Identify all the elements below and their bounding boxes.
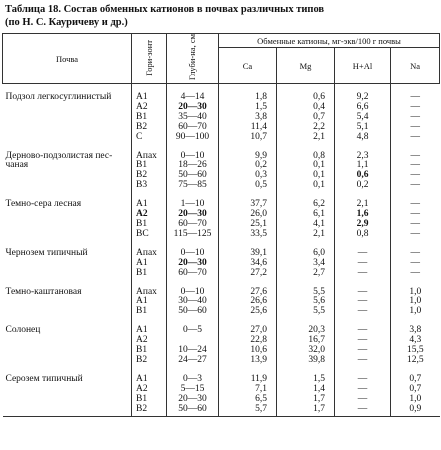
horizon-cell: B2 bbox=[132, 356, 167, 366]
hal-cell: 1,6 bbox=[335, 210, 391, 220]
ca-cell: 0,2 bbox=[219, 161, 277, 171]
depth-cell: 90—100 bbox=[167, 133, 219, 143]
na-cell: 15,5 bbox=[391, 346, 440, 356]
na-cell: 12,5 bbox=[391, 356, 440, 366]
horizon-cell: B1 bbox=[132, 220, 167, 230]
na-cell: — bbox=[391, 269, 440, 279]
hal-cell: — bbox=[335, 297, 391, 307]
na-cell: 3,8 bbox=[391, 317, 440, 336]
depth-cell: 18—26 bbox=[167, 161, 219, 171]
soil-name-cell: Дерново-подзолистая пес- bbox=[5, 150, 113, 161]
soil-name-cell: Подзол легкосуглинистый bbox=[5, 92, 112, 102]
ca-cell: 27,6 bbox=[219, 279, 277, 298]
na-cell: — bbox=[391, 230, 440, 240]
soil-name-cell bbox=[3, 133, 132, 143]
hal-cell: — bbox=[335, 336, 391, 346]
ca-cell: 9,9 bbox=[219, 143, 277, 162]
hal-cell: 2,3 bbox=[335, 143, 391, 162]
horizon-cell: A1 bbox=[132, 297, 167, 307]
ca-cell: 6,5 bbox=[219, 395, 277, 405]
mg-cell: 6,2 bbox=[277, 191, 335, 210]
table-row bbox=[3, 385, 440, 395]
na-cell: 0,7 bbox=[391, 385, 440, 395]
caption-title: Таблица 18. Состав обменных катионов в почвах различных типов bbox=[5, 4, 325, 15]
depth-cell: 20—30 bbox=[167, 259, 219, 269]
mg-cell: 0,4 bbox=[277, 103, 335, 113]
soil-name-cell bbox=[3, 269, 132, 279]
table-row bbox=[3, 161, 440, 171]
ca-cell: 13,9 bbox=[219, 356, 277, 366]
hal-cell: 0,8 bbox=[335, 230, 391, 240]
soil-name-cell bbox=[3, 181, 132, 191]
ca-cell: 0,3 bbox=[219, 171, 277, 181]
mg-cell: 1,7 bbox=[277, 405, 335, 417]
col-header-depth-text: Глуби-на, см bbox=[187, 34, 197, 81]
depth-cell: 60—70 bbox=[167, 220, 219, 230]
horizon-cell: B1 bbox=[132, 307, 167, 317]
depth-cell: 50—60 bbox=[167, 405, 219, 417]
hal-cell: — bbox=[335, 317, 391, 336]
horizon-cell: B1 bbox=[132, 395, 167, 405]
depth-cell: 0—10 bbox=[167, 143, 219, 162]
depth-cell: 4—14 bbox=[167, 84, 219, 103]
hal-cell: 5,4 bbox=[335, 113, 391, 123]
horizon-cell: A1 bbox=[132, 317, 167, 336]
mg-cell: 0,1 bbox=[277, 181, 335, 191]
hal-cell: — bbox=[335, 405, 391, 417]
hal-cell: 4,8 bbox=[335, 133, 391, 143]
table-row bbox=[3, 279, 440, 298]
soil-name-cell: Солонец bbox=[5, 325, 41, 336]
horizon-cell: A2 bbox=[132, 336, 167, 346]
col-header-ca: Ca bbox=[219, 48, 277, 84]
na-cell: 1,0 bbox=[391, 307, 440, 317]
hal-cell: 1,1 bbox=[335, 161, 391, 171]
soil-name-cell bbox=[3, 356, 132, 366]
table-row bbox=[3, 297, 440, 307]
mg-cell: 6,1 bbox=[277, 210, 335, 220]
depth-cell: 10—24 bbox=[167, 346, 219, 356]
table-row bbox=[3, 230, 440, 240]
na-cell: — bbox=[391, 181, 440, 191]
na-cell: — bbox=[391, 220, 440, 230]
cations-table bbox=[2, 33, 440, 417]
ca-cell: 7,1 bbox=[219, 385, 277, 395]
table-row bbox=[3, 123, 440, 133]
ca-cell: 27,2 bbox=[219, 269, 277, 279]
soil-name-cell bbox=[3, 210, 132, 220]
mg-cell: 1,7 bbox=[277, 395, 335, 405]
na-cell: — bbox=[391, 123, 440, 133]
horizon-cell: Aпах bbox=[132, 279, 167, 298]
hal-cell: — bbox=[335, 279, 391, 298]
mg-cell: 4,1 bbox=[277, 220, 335, 230]
table-row bbox=[3, 220, 440, 230]
hal-cell: — bbox=[335, 356, 391, 366]
ca-cell: 25,6 bbox=[219, 307, 277, 317]
mg-cell: 5,5 bbox=[277, 279, 335, 298]
ca-cell: 27,0 bbox=[219, 317, 277, 336]
soil-name-cell: чаная bbox=[5, 160, 29, 171]
na-cell: 1,0 bbox=[391, 297, 440, 307]
mg-cell: 2,1 bbox=[277, 230, 335, 240]
hal-cell: 0,6 bbox=[335, 171, 391, 181]
na-cell: — bbox=[391, 191, 440, 210]
mg-cell: 2,2 bbox=[277, 123, 335, 133]
soil-name-cell bbox=[3, 405, 132, 417]
caption-source: (по Н. С. Кауричеву и др.) bbox=[5, 17, 128, 28]
na-cell: 1,0 bbox=[391, 279, 440, 298]
mg-cell: 0,8 bbox=[277, 143, 335, 162]
ca-cell: 37,7 bbox=[219, 191, 277, 210]
depth-cell: 35—40 bbox=[167, 113, 219, 123]
na-cell: — bbox=[391, 259, 440, 269]
depth-cell: 60—70 bbox=[167, 269, 219, 279]
table-row bbox=[3, 336, 440, 346]
horizon-cell: B1 bbox=[132, 113, 167, 123]
ca-cell: 10,7 bbox=[219, 133, 277, 143]
col-header-horizon-text: Гори-зонт bbox=[143, 39, 154, 76]
depth-cell: 115—125 bbox=[167, 230, 219, 240]
horizon-cell: B2 bbox=[132, 123, 167, 133]
soil-name-cell bbox=[3, 346, 132, 356]
soil-name-cell bbox=[3, 230, 132, 240]
table-row bbox=[3, 84, 440, 103]
horizon-cell: A2 bbox=[132, 210, 167, 220]
table-row bbox=[3, 405, 440, 417]
hal-cell: — bbox=[335, 259, 391, 269]
table-row bbox=[3, 317, 440, 336]
soil-name-cell bbox=[3, 259, 132, 269]
mg-cell: 39,8 bbox=[277, 356, 335, 366]
hal-cell: — bbox=[335, 346, 391, 356]
horizon-cell: Aпах bbox=[132, 143, 167, 162]
horizon-cell: A2 bbox=[132, 103, 167, 113]
table-row bbox=[3, 191, 440, 210]
ca-cell: 22,8 bbox=[219, 336, 277, 346]
col-header-depth bbox=[167, 34, 219, 84]
depth-cell: 0—10 bbox=[167, 240, 219, 259]
na-cell: 0,7 bbox=[391, 366, 440, 385]
hal-cell: 5,1 bbox=[335, 123, 391, 133]
horizon-cell: B1 bbox=[132, 161, 167, 171]
na-cell: — bbox=[391, 103, 440, 113]
mg-cell: 20,3 bbox=[277, 317, 335, 336]
horizon-cell: Aпах bbox=[132, 240, 167, 259]
horizon-cell: B3 bbox=[132, 181, 167, 191]
depth-cell: 0—3 bbox=[167, 366, 219, 385]
ca-cell: 33,5 bbox=[219, 230, 277, 240]
soil-name-cell bbox=[3, 307, 132, 317]
table-caption bbox=[5, 3, 437, 29]
soil-name-cell bbox=[3, 385, 132, 395]
hal-cell: — bbox=[335, 395, 391, 405]
table-row bbox=[3, 269, 440, 279]
horizon-cell: B1 bbox=[132, 269, 167, 279]
col-header-exchange-group: Обменные катионы, мг-экв/100 г почвы bbox=[219, 34, 440, 48]
depth-cell: 24—27 bbox=[167, 356, 219, 366]
horizon-cell: A1 bbox=[132, 84, 167, 103]
soil-name-cell bbox=[3, 123, 132, 133]
table-row bbox=[3, 133, 440, 143]
ca-cell: 26,0 bbox=[219, 210, 277, 220]
hal-cell: — bbox=[335, 269, 391, 279]
depth-cell: 0—5 bbox=[167, 317, 219, 336]
depth-cell: 60—70 bbox=[167, 123, 219, 133]
table-row bbox=[3, 143, 440, 162]
mg-cell: 32,0 bbox=[277, 346, 335, 356]
na-cell: — bbox=[391, 240, 440, 259]
hal-cell: 6,6 bbox=[335, 103, 391, 113]
depth-cell: 5—15 bbox=[167, 385, 219, 395]
hal-cell: — bbox=[335, 366, 391, 385]
hal-cell: — bbox=[335, 385, 391, 395]
table-row bbox=[3, 103, 440, 113]
na-cell: 4,3 bbox=[391, 336, 440, 346]
na-cell: — bbox=[391, 113, 440, 123]
depth-cell: 50—60 bbox=[167, 171, 219, 181]
depth-cell: 20—30 bbox=[167, 210, 219, 220]
col-header-soil: Почва bbox=[3, 34, 132, 84]
col-header-na: Na bbox=[391, 48, 440, 84]
hal-cell: 2,9 bbox=[335, 220, 391, 230]
soil-name-cell bbox=[3, 336, 132, 346]
ca-cell: 11,9 bbox=[219, 366, 277, 385]
mg-cell: 3,4 bbox=[277, 259, 335, 269]
mg-cell: 1,4 bbox=[277, 385, 335, 395]
horizon-cell: A1 bbox=[132, 191, 167, 210]
table-row bbox=[3, 181, 440, 191]
table-row bbox=[3, 240, 440, 259]
horizon-cell: B1 bbox=[132, 346, 167, 356]
soil-name-cell bbox=[3, 113, 132, 123]
na-cell: — bbox=[391, 143, 440, 162]
mg-cell: 6,0 bbox=[277, 240, 335, 259]
horizon-cell: B2 bbox=[132, 405, 167, 417]
depth-cell: 0—10 bbox=[167, 279, 219, 298]
soil-name-cell: Темно-каштановая bbox=[5, 286, 82, 297]
table-row bbox=[3, 171, 440, 181]
mg-cell: 0,1 bbox=[277, 171, 335, 181]
na-cell: 1,0 bbox=[391, 395, 440, 405]
hal-cell: — bbox=[335, 240, 391, 259]
na-cell: — bbox=[391, 161, 440, 171]
depth-cell: 30—40 bbox=[167, 297, 219, 307]
horizon-cell: A2 bbox=[132, 385, 167, 395]
mg-cell: 2,7 bbox=[277, 269, 335, 279]
mg-cell: 0,1 bbox=[277, 161, 335, 171]
hal-cell: 2,1 bbox=[335, 191, 391, 210]
ca-cell: 26,6 bbox=[219, 297, 277, 307]
table-row bbox=[3, 346, 440, 356]
soil-name-cell: Чернозем типичный bbox=[5, 247, 88, 258]
na-cell: — bbox=[391, 84, 440, 103]
hal-cell: 9,2 bbox=[335, 84, 391, 103]
ca-cell: 11,4 bbox=[219, 123, 277, 133]
ca-cell: 34,6 bbox=[219, 259, 277, 269]
ca-cell: 1,8 bbox=[219, 84, 277, 103]
mg-cell: 5,6 bbox=[277, 297, 335, 307]
hal-cell: — bbox=[335, 307, 391, 317]
mg-cell: 1,5 bbox=[277, 366, 335, 385]
ca-cell: 10,6 bbox=[219, 346, 277, 356]
table-row bbox=[3, 366, 440, 385]
table-row bbox=[3, 307, 440, 317]
depth-cell: 75—85 bbox=[167, 181, 219, 191]
table-row bbox=[3, 356, 440, 366]
table-header bbox=[3, 34, 440, 84]
col-header-mg: Mg bbox=[277, 48, 335, 84]
na-cell: — bbox=[391, 133, 440, 143]
soil-name-cell bbox=[3, 220, 132, 230]
na-cell: — bbox=[391, 171, 440, 181]
ca-cell: 39,1 bbox=[219, 240, 277, 259]
soil-name-cell: Серозем типичный bbox=[5, 373, 83, 384]
mg-cell: 0,7 bbox=[277, 113, 335, 123]
ca-cell: 25,1 bbox=[219, 220, 277, 230]
ca-cell: 5,7 bbox=[219, 405, 277, 417]
depth-cell: 1—10 bbox=[167, 191, 219, 210]
hal-cell: 0,2 bbox=[335, 181, 391, 191]
ca-cell: 1,5 bbox=[219, 103, 277, 113]
col-header-horizon bbox=[132, 34, 167, 84]
depth-cell: 50—60 bbox=[167, 307, 219, 317]
horizon-cell: C bbox=[132, 133, 167, 143]
na-cell: — bbox=[391, 210, 440, 220]
col-header-hal: H+Al bbox=[335, 48, 391, 84]
horizon-cell: B2 bbox=[132, 171, 167, 181]
soil-name-cell bbox=[3, 297, 132, 307]
mg-cell: 16,7 bbox=[277, 336, 335, 346]
table-row bbox=[3, 395, 440, 405]
table-row bbox=[3, 113, 440, 123]
depth-cell: 20—30 bbox=[167, 395, 219, 405]
soil-name-cell: Темно-сера лесная bbox=[5, 199, 82, 210]
horizon-cell: A1 bbox=[132, 259, 167, 269]
horizon-cell: BC bbox=[132, 230, 167, 240]
table-row bbox=[3, 259, 440, 269]
table-body bbox=[3, 84, 440, 417]
soil-name-cell bbox=[3, 395, 132, 405]
ca-cell: 0,5 bbox=[219, 181, 277, 191]
soil-name-cell bbox=[3, 103, 132, 113]
mg-cell: 0,6 bbox=[277, 84, 335, 103]
depth-cell: 20—30 bbox=[167, 103, 219, 113]
na-cell: 0,9 bbox=[391, 405, 440, 417]
mg-cell: 5,5 bbox=[277, 307, 335, 317]
table-row bbox=[3, 210, 440, 220]
horizon-cell: A1 bbox=[132, 366, 167, 385]
ca-cell: 3,8 bbox=[219, 113, 277, 123]
soil-name-cell bbox=[3, 171, 132, 181]
mg-cell: 2,1 bbox=[277, 133, 335, 143]
